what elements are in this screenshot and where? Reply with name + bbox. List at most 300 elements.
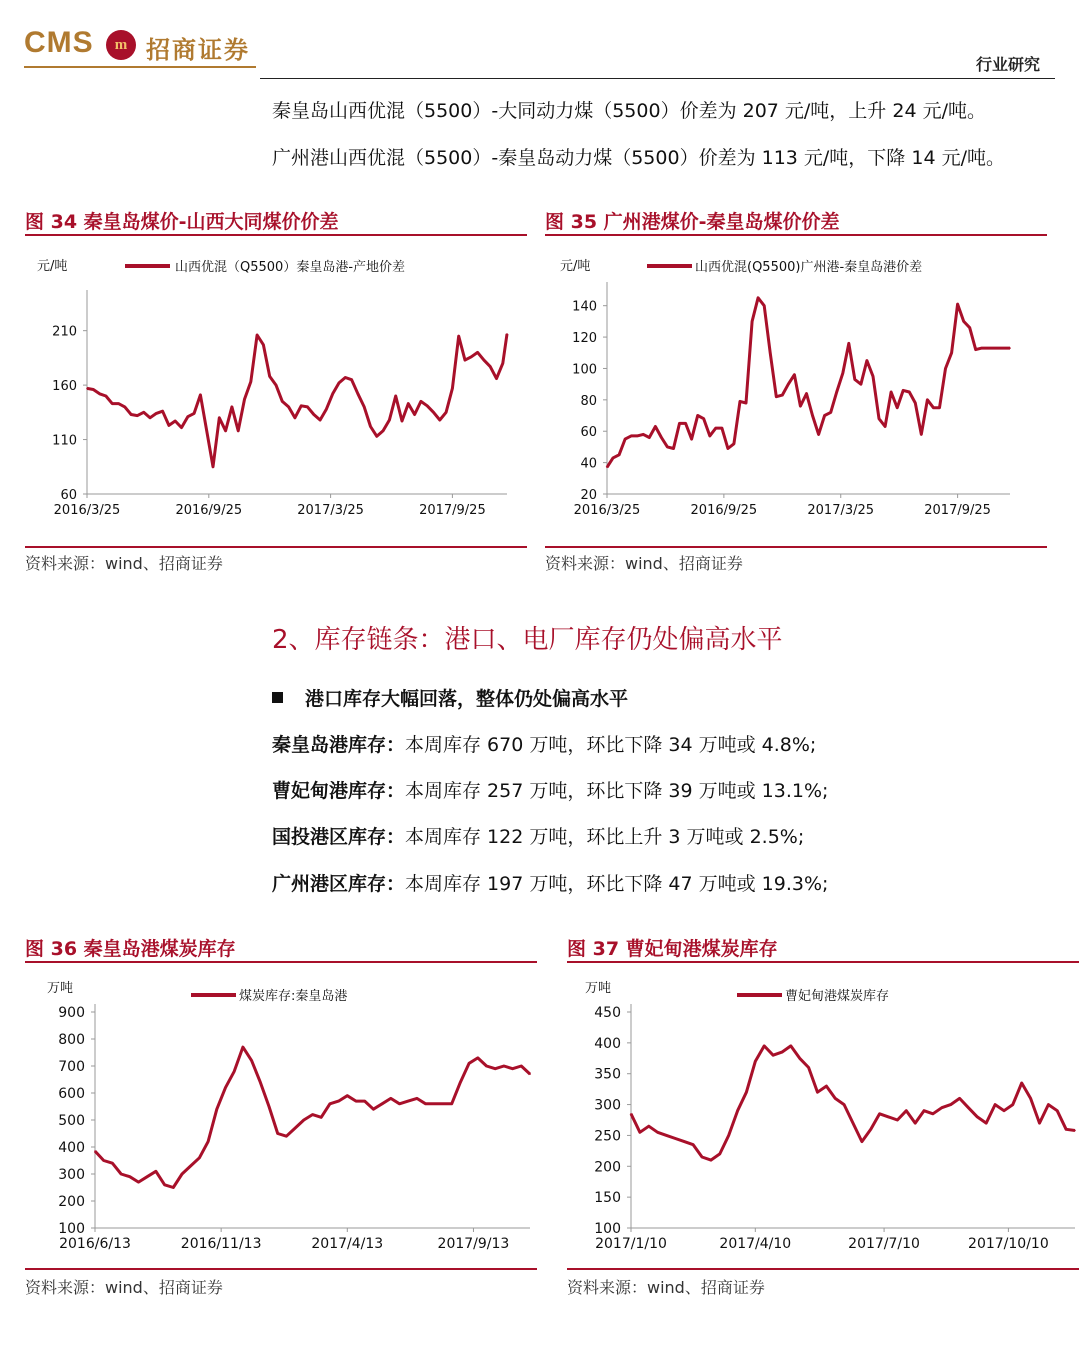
y-tick-label: 210: [52, 324, 77, 340]
data-point: [649, 437, 651, 439]
intro-line-1: 秦皇岛山西优混（5500）-大同动力煤（5500）价差为 207 元/吨，上升 24 元/吨。: [272, 100, 986, 122]
data-point: [307, 406, 309, 408]
data-point: [120, 1173, 122, 1175]
x-tick-label: 2017/4/13: [311, 1236, 384, 1252]
data-point: [790, 1045, 792, 1047]
data-point: [512, 1068, 514, 1070]
fig34-title: 图 34 秦皇岛煤价-山西大同煤价价差: [25, 211, 339, 233]
data-point: [357, 393, 359, 395]
data-point: [381, 1103, 383, 1105]
data-point: [268, 1106, 270, 1108]
data-point: [496, 378, 498, 380]
data-point: [1039, 1122, 1041, 1124]
y-tick-label: 20: [580, 488, 597, 503]
x-tick-label: 2017/10/10: [968, 1236, 1049, 1252]
data-point: [636, 435, 638, 437]
data-point: [105, 395, 107, 397]
data-point: [927, 399, 929, 401]
data-point: [326, 408, 328, 410]
fig35-bottom-rule: [545, 546, 1047, 548]
data-point: [679, 423, 681, 425]
data-point: [529, 1073, 531, 1075]
fig37-title: 图 37 曹妃甸港煤炭库存: [567, 938, 778, 960]
data-point: [187, 416, 189, 418]
y-tick-label: 200: [594, 1159, 621, 1176]
y-tick-label: 250: [594, 1128, 621, 1145]
data-point: [231, 406, 233, 408]
data-point: [442, 1103, 444, 1105]
data-point: [99, 393, 101, 395]
data-point: [137, 415, 139, 417]
data-point: [673, 448, 675, 450]
data-point: [212, 466, 214, 468]
data-point: [269, 376, 271, 378]
data-point: [464, 359, 466, 361]
y-tick-label: 140: [572, 299, 597, 315]
data-point: [843, 1104, 845, 1106]
y-tick-label: 40: [580, 456, 597, 472]
data-point: [751, 321, 753, 323]
legend-label: 煤炭库存:秦皇岛港: [239, 989, 348, 1004]
x-tick-label: 2017/9/25: [924, 503, 991, 518]
data-point: [781, 1051, 783, 1053]
data-point: [692, 1144, 694, 1146]
data-point: [181, 427, 183, 429]
data-point: [237, 430, 239, 432]
y-tick-label: 600: [58, 1086, 85, 1102]
data-point: [1009, 347, 1011, 349]
port-name: 曹妃甸港库存：: [272, 780, 406, 802]
y-tick-label: 60: [60, 488, 77, 503]
data-point: [414, 414, 416, 416]
data-point: [661, 437, 663, 439]
data-point: [275, 384, 277, 386]
y-axis-unit-label: 万吨: [47, 981, 74, 996]
data-point: [420, 401, 422, 403]
port-line-guotou: [272, 822, 804, 849]
series-line: [87, 334, 507, 467]
fig35-title: 图 35 广州港煤价-秦皇岛煤价价差: [545, 211, 840, 233]
data-point: [684, 1141, 686, 1143]
data-point: [155, 1171, 157, 1173]
data-point: [364, 1100, 366, 1102]
data-point: [407, 1100, 409, 1102]
data-point: [824, 415, 826, 417]
port-name: 国投港区库存：: [272, 826, 406, 848]
data-point: [906, 1110, 908, 1112]
data-point: [471, 356, 473, 358]
data-point: [207, 1141, 209, 1143]
data-point: [763, 305, 765, 307]
data-point: [812, 415, 814, 417]
data-point: [854, 379, 856, 381]
data-point: [190, 1165, 192, 1167]
y-tick-label: 800: [58, 1032, 85, 1048]
y-tick-label: 120: [572, 331, 597, 347]
data-point: [445, 412, 447, 414]
data-point: [143, 412, 145, 414]
y-tick-label: 500: [58, 1113, 85, 1129]
series-line: [607, 298, 1010, 468]
data-point: [502, 363, 504, 365]
data-point: [129, 1176, 131, 1178]
port-name: 秦皇岛港库存：: [272, 734, 406, 756]
data-point: [434, 1103, 436, 1105]
data-point: [826, 1085, 828, 1087]
data-point: [313, 414, 315, 416]
data-point: [363, 406, 365, 408]
data-point: [968, 1107, 970, 1109]
y-tick-label: 700: [58, 1059, 85, 1075]
data-point: [124, 406, 126, 408]
data-point: [975, 349, 977, 351]
y-tick-label: 80: [580, 393, 597, 409]
data-point: [861, 1141, 863, 1143]
port-name: 广州港区库存：: [272, 873, 406, 895]
data-point: [168, 425, 170, 427]
data-point: [426, 405, 428, 407]
data-point: [468, 1063, 470, 1065]
data-point: [648, 1125, 650, 1127]
y-tick-label: 300: [594, 1097, 621, 1114]
y-tick-label: 150: [594, 1190, 621, 1207]
data-point: [312, 1114, 314, 1116]
data-point: [477, 1057, 479, 1059]
data-point: [728, 1135, 730, 1137]
data-point: [149, 417, 151, 419]
data-point: [733, 443, 735, 445]
data-point: [382, 430, 384, 432]
data-point: [193, 413, 195, 415]
data-point: [630, 1113, 632, 1115]
y-axis-unit-label: 万吨: [585, 981, 612, 996]
data-point: [896, 407, 898, 409]
x-tick-label: 2016/11/13: [180, 1236, 262, 1252]
x-tick-label: 2017/7/10: [848, 1236, 920, 1252]
data-point: [370, 426, 372, 428]
x-tick-label: 2017/9/13: [437, 1236, 510, 1252]
data-point: [721, 427, 723, 429]
data-point: [890, 391, 892, 393]
data-point: [329, 1103, 331, 1105]
port-text: 本周库存 197 万吨，环比下降 47 万吨或 19.3%;: [405, 873, 829, 895]
series-line: [95, 1047, 530, 1187]
fig34-top-rule: [25, 234, 527, 236]
logo-company-name: 招商证券: [146, 35, 250, 64]
data-point: [963, 321, 965, 323]
data-point: [606, 467, 608, 469]
data-point: [483, 359, 485, 361]
data-point: [951, 352, 953, 354]
data-point: [225, 1087, 227, 1089]
data-point: [1030, 1098, 1032, 1100]
fig37-source: 资料来源：wind、招商证券: [567, 1278, 765, 1297]
data-point: [181, 1173, 183, 1175]
data-point: [860, 383, 862, 385]
data-point: [675, 1138, 677, 1140]
data-point: [282, 401, 284, 403]
data-point: [870, 1129, 872, 1131]
data-point: [1012, 1104, 1014, 1106]
data-point: [691, 438, 693, 440]
data-point: [390, 1098, 392, 1100]
y-tick-label: 200: [58, 1194, 85, 1210]
data-point: [320, 1117, 322, 1119]
data-point: [225, 430, 227, 432]
fig35-top-rule: [545, 234, 1047, 236]
data-point: [923, 1110, 925, 1112]
data-point: [1056, 1110, 1058, 1112]
port-line-caofeidian: [272, 776, 828, 803]
data-point: [639, 1132, 641, 1134]
fig34-source: 资料来源：wind、招商证券: [25, 554, 223, 573]
section-label: 行业研究: [976, 55, 1041, 74]
data-point: [888, 1116, 890, 1118]
x-tick-label: 2016/6/13: [59, 1236, 131, 1252]
port-line-guangzhou: [272, 869, 828, 896]
fig37-top-rule: [567, 961, 1079, 963]
data-point: [914, 1122, 916, 1124]
data-point: [303, 1119, 305, 1121]
data-point: [697, 415, 699, 417]
data-point: [897, 1119, 899, 1121]
data-point: [506, 333, 508, 335]
data-point: [338, 382, 340, 384]
y-axis-unit-label: 元/吨: [37, 259, 68, 274]
data-point: [460, 1081, 462, 1083]
data-point: [739, 401, 741, 403]
y-tick-label: 900: [58, 1005, 85, 1021]
data-point: [950, 1104, 952, 1106]
data-point: [294, 417, 296, 419]
data-point: [433, 412, 435, 414]
data-point: [902, 390, 904, 392]
legend-label: 山西优混（Q5500）秦皇岛港-产地价差: [175, 260, 406, 275]
data-point: [332, 393, 334, 395]
data-point: [288, 406, 290, 408]
data-point: [401, 420, 403, 422]
x-tick-label: 2016/3/25: [53, 503, 121, 518]
data-point: [715, 427, 717, 429]
fig36-bottom-rule: [25, 1268, 537, 1270]
data-point: [319, 419, 321, 421]
bullet-square-icon: [272, 692, 283, 703]
data-point: [757, 297, 759, 299]
data-point: [277, 1133, 279, 1135]
y-axis-unit-label: 元/吨: [560, 259, 591, 274]
data-point: [878, 418, 880, 420]
data-point: [818, 434, 820, 436]
data-point: [130, 414, 132, 416]
data-point: [830, 412, 832, 414]
bullet-text: 港口库存大幅回落，整体仍处偏高水平: [305, 688, 629, 710]
data-point: [817, 1091, 819, 1093]
data-point: [376, 436, 378, 438]
y-tick-label: 100: [594, 1221, 621, 1237]
x-tick-label: 2017/9/25: [419, 503, 486, 518]
data-point: [439, 419, 441, 421]
data-point: [909, 391, 911, 393]
data-point: [848, 343, 850, 345]
data-point: [776, 396, 778, 398]
data-point: [263, 344, 265, 346]
data-point: [162, 410, 164, 412]
fig34-bottom-rule: [25, 546, 527, 548]
data-point: [710, 1159, 712, 1161]
y-tick-label: 350: [594, 1066, 621, 1083]
data-point: [782, 394, 784, 396]
data-point: [300, 405, 302, 407]
port-text: 本周库存 257 万吨，环比下降 39 万吨或 13.1%;: [405, 780, 829, 802]
data-point: [618, 454, 620, 456]
data-point: [94, 1150, 96, 1152]
data-point: [173, 1187, 175, 1189]
y-tick-label: 110: [52, 433, 77, 449]
data-point: [933, 407, 935, 409]
data-point: [842, 372, 844, 374]
data-point: [93, 389, 95, 391]
logo-mark-icon: m: [106, 30, 136, 60]
data-point: [395, 395, 397, 397]
data-point: [458, 335, 460, 337]
data-point: [345, 377, 347, 379]
y-tick-label: 300: [58, 1167, 85, 1183]
data-point: [987, 347, 989, 349]
data-point: [1065, 1129, 1067, 1131]
data-point: [389, 419, 391, 421]
data-point: [763, 1045, 765, 1047]
data-point: [111, 403, 113, 405]
data-point: [800, 405, 802, 407]
data-point: [206, 430, 208, 432]
data-point: [806, 393, 808, 395]
data-point: [1048, 1104, 1050, 1106]
data-point: [260, 1081, 262, 1083]
section-title: 2、库存链条：港口、电厂库存仍处偏高水平: [272, 625, 783, 655]
data-point: [199, 1157, 201, 1159]
data-point: [745, 402, 747, 404]
data-point: [503, 1065, 505, 1067]
data-point: [1074, 1130, 1076, 1132]
x-tick-label: 2016/3/25: [573, 503, 641, 518]
data-point: [884, 426, 886, 428]
data-point: [233, 1071, 235, 1073]
x-tick-label: 2016/9/25: [690, 503, 758, 518]
data-point: [657, 1132, 659, 1134]
data-point: [685, 423, 687, 425]
x-tick-label: 2017/3/25: [807, 503, 875, 518]
fig36-title: 图 36 秦皇岛港煤炭库存: [25, 938, 236, 960]
data-point: [667, 446, 669, 448]
data-point: [932, 1113, 934, 1115]
data-point: [915, 402, 917, 404]
data-point: [118, 403, 120, 405]
data-point: [879, 1113, 881, 1115]
data-point: [351, 379, 353, 381]
y-tick-label: 400: [594, 1035, 621, 1052]
data-point: [338, 1100, 340, 1102]
data-point: [872, 376, 874, 378]
data-point: [489, 366, 491, 368]
data-point: [866, 360, 868, 362]
data-point: [612, 457, 614, 459]
data-point: [701, 1156, 703, 1158]
port-text: 本周库存 670 万吨，环比下降 34 万吨或 4.8%;: [405, 734, 817, 756]
legend-label: 山西优混(Q5500)广州港-秦皇岛港价差: [695, 260, 923, 275]
data-point: [769, 352, 771, 354]
data-point: [373, 1108, 375, 1110]
data-point: [112, 1162, 114, 1164]
data-point: [1005, 347, 1007, 349]
data-point: [416, 1098, 418, 1100]
data-point: [286, 1135, 288, 1137]
y-tick-label: 160: [52, 379, 77, 395]
data-point: [993, 347, 995, 349]
y-tick-label: 400: [58, 1140, 85, 1156]
data-point: [355, 1100, 357, 1102]
data-point: [452, 388, 454, 390]
bullet-heading: [272, 684, 628, 711]
y-tick-label: 450: [594, 1005, 621, 1021]
data-point: [957, 303, 959, 305]
data-point: [666, 1135, 668, 1137]
fig36-chart: [25, 966, 540, 1266]
data-point: [146, 1176, 148, 1178]
data-point: [347, 1095, 349, 1097]
x-tick-label: 2017/4/10: [719, 1236, 792, 1252]
data-point: [977, 1116, 979, 1118]
data-point: [941, 1107, 943, 1109]
data-point: [244, 399, 246, 401]
data-point: [399, 1103, 401, 1105]
data-point: [624, 438, 626, 440]
port-line-qinhuangdao: [272, 730, 816, 757]
data-point: [808, 1067, 810, 1069]
port-text: 本周库存 122 万吨，环比上升 3 万吨或 2.5%;: [405, 826, 805, 848]
data-point: [643, 434, 645, 436]
data-point: [969, 327, 971, 329]
data-point: [959, 1098, 961, 1100]
data-point: [216, 1108, 218, 1110]
data-point: [703, 418, 705, 420]
data-point: [219, 417, 221, 419]
data-point: [156, 413, 158, 415]
data-point: [655, 426, 657, 428]
data-point: [251, 1060, 253, 1062]
data-point: [486, 1065, 488, 1067]
data-point: [985, 1122, 987, 1124]
data-point: [755, 1061, 757, 1063]
series-line: [631, 1046, 1075, 1160]
y-tick-label: 100: [58, 1221, 85, 1237]
data-point: [981, 347, 983, 349]
data-point: [174, 420, 176, 422]
data-point: [138, 1181, 140, 1183]
y-tick-label: 100: [572, 362, 597, 378]
data-point: [994, 1104, 996, 1106]
x-tick-label: 2016/9/25: [175, 503, 243, 518]
data-point: [999, 347, 1001, 349]
data-point: [834, 1098, 836, 1100]
data-point: [200, 394, 202, 396]
data-point: [1021, 1082, 1023, 1084]
data-point: [494, 1068, 496, 1070]
data-point: [408, 403, 410, 405]
data-point: [451, 1103, 453, 1105]
data-point: [630, 435, 632, 437]
fig35-chart: [545, 240, 1050, 540]
legend-label: 曹妃甸港煤炭库存: [785, 989, 890, 1004]
